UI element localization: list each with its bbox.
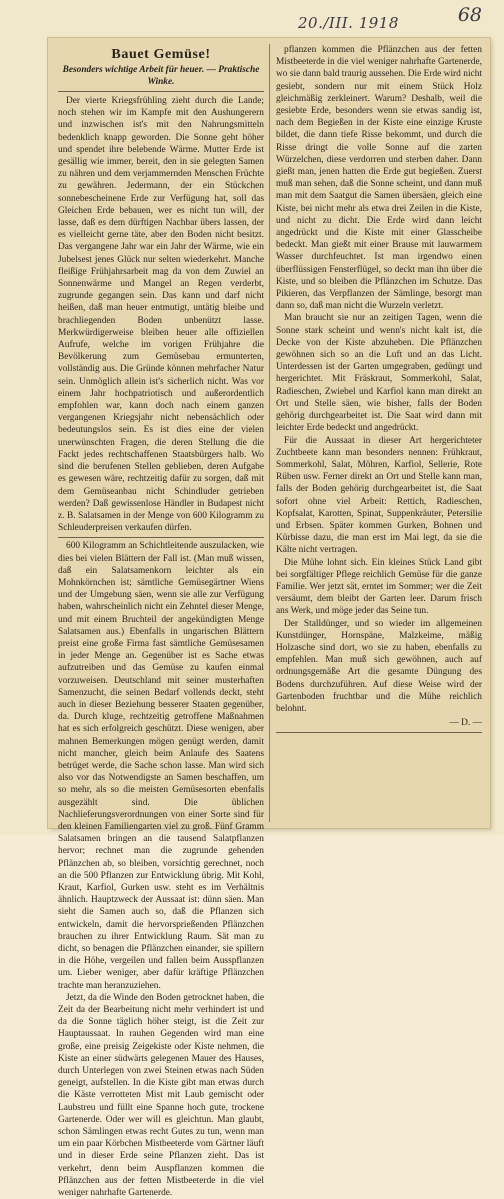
article-subtitle: Besonders wichtige Arbeit für heuer. — Praktische Winke. bbox=[62, 65, 260, 87]
handwritten-date: 20./III. 1918 bbox=[298, 14, 399, 32]
title-divider bbox=[58, 91, 264, 92]
paragraph: Der vierte Kriegsfrühling zieht durch die Lande; noch stehen wir im Kampfe mit den Aushungerern und inzwischen ist's mit den Nahrungsmitteln bedenklich knapp geworden. Die Sonne geht höher und spendet ihre belebende Wärme. Mutter Erde ist gesällig wie immer, bereit, den in sie gelegten Samen zu nähren und dem verjammernden Menschen Früchte zu gewähren. Jedermann, der ein Stückchen sonnebescheinene Erde zur Verfügung hat, soll das Gleichen Erde bebauen, wer es nicht tun will, der lasse, daß es dem dürftigen Nachbar übers lassen, der es vielleicht gerne täte, aber den Boden nicht besitzt. Das vergangene Jahr war ein Jahr der Wärme, wie ein Jubelsest jenes Glück nur selten wiederkehrt. Manche fleißige Frühjahrsarbeit mag da von dem Zuwiel an Sonnenwärme und Mangel an Regen verderbt, zugrunde gegangen sein. Das kann und darf nicht heißen, daß man heuer entmutigt, untätig bleibe und brachliegenden Boden unbenützt lasse. Merkwürdigerweise bleiben heuer alle offiziellen Aufrufe, welche im vorigen Frühjahre die Bevölkerung zum Gemüsebau ermunterten, vollständig aus. Die Gründe können mehrfacher Natur sein. Unmöglich allein ist's sicherlich nicht. Was vor einem Jahr hochpatriotisch und außerordentlich empfohlen war, kann doch nach einem ganzen vergangenen Kriegsjahr nicht nebensächlich oder bedeutungslos sein. Es ist dies eine der vielen unerwünschten Fragen, die deren Stellung die die Fackt jedes rechtschaffenen Staatsbürgers halb. Wo sind die berufenen Stellen geblieben, deren Aufgabe es gewesen wäre, rechtzeitig dafür zu sorgen, daß mit dem Gemüseanbau nicht Schindluder getrieben werden? Daß gewissenlose Händler in Budapest nicht z. B. Salatsamen in der Menge von 600 Kilogramm zu Schleuderpreisen verkaufen dürfen. bbox=[58, 96, 264, 534]
end-rule bbox=[276, 732, 482, 733]
paragraph: Der Stalldünger, und so wieder im allgemeinen Kunstdünger, Hornspäne, Malzkeime, mäßig Holzasche sind dort, wo sie zu haben, ebenfalls zu empfehlen. Man muß sich gewöhnen, auch auf ordnungsgemäße Art die gesamte Düngung des Bodens durchzuführen. Auf diese Weise wird der Gartenboden fruchtbar und die Mühe reichlich belohnt. bbox=[276, 618, 482, 714]
paragraph: Jetzt, da die Winde den Boden getrocknet haben, die Zeit da der Bearbeitung nicht mehr verhindert ist und da die Sonne täglich höher steigt, ist die Zeit zur Hauptaussaat. In rauhen Gegenden wird man eine große, eine preisig Zeigekiste oder Kiste nehmen, die Kiste an einer südwärts gelegenen Mauer des Hauses, durch Unterlegen von zwei Steinen etwas nach Süden geneigt, aufstellen. In die Kiste gibt man etwas durch die Käste verrotteten Mist mit Laub gemischt oder Laubstreu und füllt eine Spanne hoch gute, trockene Gartenerde. Oder wer will es gleichtun. Man glaubt, schon Sämlingen etwas recht Gutes zu tun, wenn man um ein paar Körbchen Mistbeeterde vom Gärtner läuft und in dieser Erde seine Pflanzen zieht. Das ist verkehrt, denn beim Auspflanzen kommen die Pflänzchen aus der fetten Mistbeeterde in die viel weniger nahrhafte Gartenerde. bbox=[58, 992, 264, 1199]
paragraph: pflanzen kommen die Pflänzchen aus der fetten Mistbeeterde in die viel weniger nahrhafte Gartenerde, wo sie dann bald traurig aussehen. Die Erde wird nicht gesiebt, sondern nur mit einem Stück Holz gleichmäßig zerkleinert. Warum? Deshalb, weil die gesiebte Erde, besonders wenn sie etwas sandig ist, nach dem Begießen in der Kiste eine einzige Kruste bildet, die dann tiefe Risse bekommt, und durch die Risse dringt die volle Sonne auf die zarten Würzelchen, diese verdorren und sterben daher. Dann gießt man, jenen hatten die Erde gut begießen. Zuerst muß man sehen, daß die Sonne scheint, und dann muß man mit dem Saatgut die Samen übersäen, gleich eine Kiste, bei nicht mehr als etwa drei Zeilen in die Kiste, und nicht zu dicht. Die Erde wird dann leicht angedrückt und die Kiste mit einer Glasscheibe bedeckt. Man gießt mit einer Brause mit lauwarmem Wasser durchfeuchtet. Ist man irgendwo einen überflüssigen Fensterflügel, so deckt man ihn über die Kiste, und so bleiben die Pflänzchen im Schutze. Das Pikieren, das Verpflanzen der Sämlinge, besorgt man dann so, daß man nicht die Wurzeln verletzt. bbox=[276, 45, 482, 312]
top-margin bbox=[48, 0, 490, 38]
left-column bbox=[58, 44, 264, 1199]
author-signature: — D. — bbox=[449, 718, 482, 729]
paragraph: Die Mühe lohnt sich. Ein kleines Stück Land gibt bei sorgfältiger Pflege reichlich Gemüse für die ganze Familie. Wer jetzt sät, erntet im Sommer; wer die Zeit versäumt, dem bleibt der Garten leer. Darum frisch ans Werk, und möge jeder das Seine tun. bbox=[276, 557, 482, 617]
paragraph: 600 Kilogramm an Schichtleitende auszulacken, wie dies bei vielen Blättern der Fall ist. (Man muß wissen, daß ein Salatsamenkorn leichter als ein Mohnkörnchen ist; sämtliche Gemüsegärtner Wiens und der Umgebung säen, wenn sie alle zur Verfügung haben, wahrscheinlich nicht ein Zehntel dieser Menge, und mit einem Bruchteil der angekündigten Menge Salatsamen aus.) Ebenfalls in ungarischen Blättern preist eine große Firma fast sämtliche Gemüsesamen in jeder Menge an. Gegenüber ist es Sache etwas aufzutreiben und das Gemüse zu kaufen einmal vorzuweisen. Deutschland mit seiner musterhaften Samenzucht, die seinen Bedarf vollends deckt, steht auch in dieser Beziehung besserer Staaten gegenüber, da. Durch kluge, rechtzeitig getroffene Maßnahmen hat es sich erfolgreich geschützt. Diese wenigen, aber mahnen Bemerkungen mögen genügt werden, damit nicht mancher, gleich beim Anlaufe des Saatens betrüget werde, die Sache schon lasse. Man wird sich also vor das Notwendigste an Samen beschaffen, um so mehr, als so die meisten Gemüsesorten ebenfalls ausgezählt sind. Die üblichen Nachlieferungsverordnungen von einer Sorte sind für den kleinen Familiengarten viel zu groß. Fünf Gramm Salatsamen bringen an die tausend Salatpflanzen hervor; rechnet man die zugrunde gehenden Pflänzchen ab, so bleiben, vorsichtig gerechnet, noch an die 500 Pflanzen zur Entwicklung übrig. Mit Kohl, Kraut, Karfiol, Gurken usw. steht es im Verhältnis ähnlich. Hauptzweck der Aussaat ist: dünn säen. Man sieht die Samen auch so, daß die Pflanzen sich entwickeln, damit die hervorsprießenden Pflänzchen brauchen zu ihrer Entwicklung Raum. Sät man zu dicht, so benagen die Pflänzchen einander, sie spillern in die Höhe, vergeilen und fallen beim Ausspflanzen um. Lieber weniger, aber dafür kräftige Pflänzchen trachte man heranzuziehen. bbox=[58, 541, 264, 991]
right-column bbox=[276, 44, 482, 822]
paragraph: Man braucht sie nur an zeitigen Tagen, wenn die Sonne stark scheint und wenn's nicht kalt ist, die Decke von der Kiste abzuheben. Die Pflänzchen gewöhnen sich so an die Luft und an das Licht. Unterdessen ist der Garten umgegraben, gedüngt und hergerichtet. Mit Fräskraut, Sommerkohl, Salat, Radieschen, Zwiebel und Karfiol kann man direkt an Ort und Stelle säen, wie bisher, falls der Boden gehörig durchgearbeitet ist. Die Saat wird dann mit leichter Erde bedeckt und angedrückt. bbox=[276, 313, 482, 434]
article-title: Bauet Gemüse! bbox=[111, 47, 211, 62]
handwritten-page-number: 68 bbox=[457, 4, 482, 26]
paragraph: Für die Aussaat in dieser Art hergerichteter Zuchtbeete kann man besonders nennen: Frühkraut, Sommerkohl, Salat, Möhren, Karfiol, Sellerie, Rote Rüben usw. Ferner direkt an Ort und Stelle kann man, falls der Boden gehörig durchgearbeitet ist, die Saat sofort ohne viel Arbeit: Rettich, Radieschen, Kopfsalat, Karotten, Spinat, Suppenkräuter, Petersilie und Erbsen. Später kommen Gurken, Bohnen und Kürbisse dazu, die man erst im Mai legt, da sie die Kälte nicht vertragen. bbox=[276, 435, 482, 556]
column-rule bbox=[269, 44, 270, 822]
newspaper-clipping bbox=[48, 38, 490, 1199]
section-divider bbox=[58, 537, 264, 538]
